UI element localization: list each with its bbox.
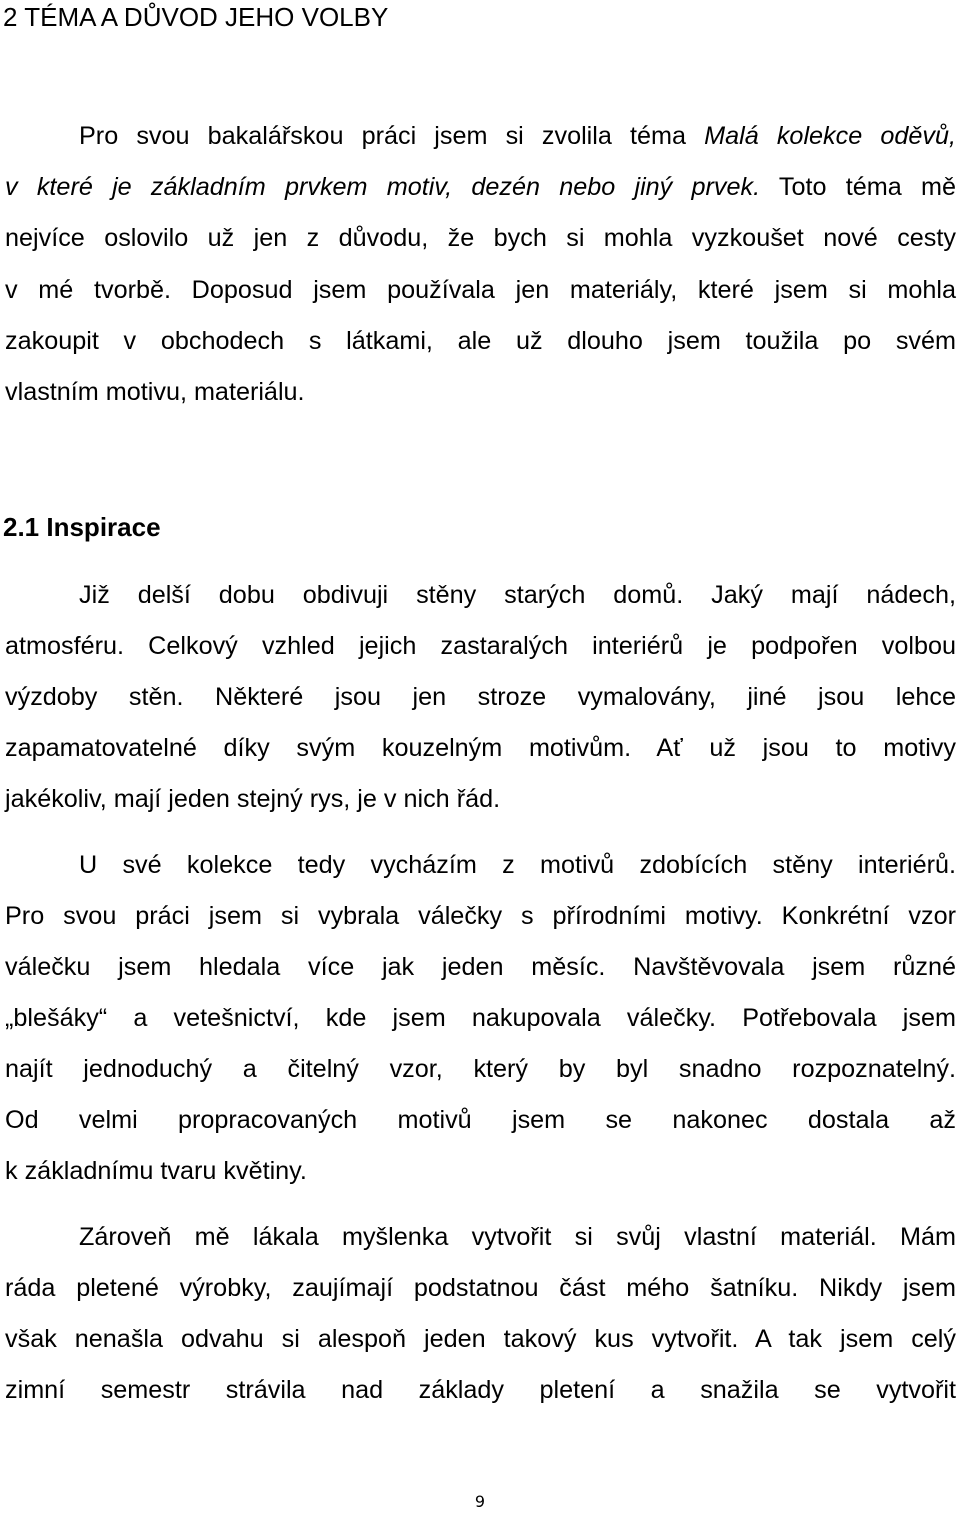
intro-line: zakoupit v obchodech s látkami, ale už dlouho jsem toužila po svém (5, 327, 956, 355)
paragraph-line: výzdoby stěn. Některé jsou jen stroze vymalovány, jiné jsou lehce (5, 683, 956, 711)
paragraph-line: zapamatovatelné díky svým kouzelným motivům. Ať už jsou to motivy (5, 734, 956, 762)
intro-title-italic: Malá kolekce oděvů, (704, 122, 956, 150)
intro-line (5, 169, 956, 205)
chapter-heading: 2 TÉMA A DŮVOD JEHO VOLBY (3, 2, 389, 32)
page-number: 9 (474, 1492, 486, 1511)
paragraph-line: ráda pletené výrobky, zaujímají podstatnou část mého šatníku. Nikdy jsem (5, 1274, 956, 1302)
intro-text: Toto téma mě (760, 173, 956, 201)
intro-title-italic: v které je základním prvkem motiv, dezén nebo jiný prvek. (5, 173, 761, 201)
paragraph-line: jakékoliv, mají jeden stejný rys, je v nich řád. (5, 785, 501, 813)
intro-line: v mé tvorbě. Doposud jsem používala jen materiály, které jsem si mohla (5, 276, 956, 304)
paragraph-line: najít jednoduchý a čitelný vzor, který by byl snadno rozpoznatelný. (5, 1055, 956, 1083)
paragraph-line: zimní semestr strávila nad základy pletení a snažila se vytvořit (5, 1376, 956, 1404)
intro-line: vlastním motivu, materiálu. (5, 378, 305, 406)
paragraph-line: Od velmi propracovaných motivů jsem se nakonec dostala až (5, 1106, 956, 1134)
paragraph-line: k základnímu tvaru květiny. (5, 1157, 307, 1185)
paragraph-line: Pro svou práci jsem si vybrala válečky s přírodními motivy. Konkrétní vzor (5, 902, 956, 930)
paragraph-line: válečku jsem hledala více jak jeden měsíc. Navštěvovala jsem různé (5, 953, 956, 981)
paragraph-line: však nenašla odvahu si alespoň jeden takový kus vytvořit. A tak jsem celý (5, 1325, 956, 1353)
intro-line (79, 118, 956, 154)
intro-text: Pro svou bakalářskou práci jsem si zvolila téma (79, 122, 705, 150)
paragraph-line: „blešáky“ a vetešnictví, kde jsem nakupovala válečky. Potřebovala jsem (5, 1004, 956, 1032)
paragraph-line: Již delší dobu obdivuji stěny starých domů. Jaký mají nádech, (79, 581, 956, 609)
paragraph-line: atmosféru. Celkový vzhled jejich zastaralých interiérů je podpořen volbou (5, 632, 956, 660)
paragraph-line: Zároveň mě lákala myšlenka vytvořit si svůj vlastní materiál. Mám (79, 1223, 956, 1251)
section-heading: 2.1 Inspirace (3, 512, 161, 542)
intro-line: nejvíce oslovilo už jen z důvodu, že bych si mohla vyzkoušet nové cesty (5, 224, 956, 252)
paragraph-line: U své kolekce tedy vycházím z motivů zdobících stěny interiérů. (79, 851, 956, 879)
